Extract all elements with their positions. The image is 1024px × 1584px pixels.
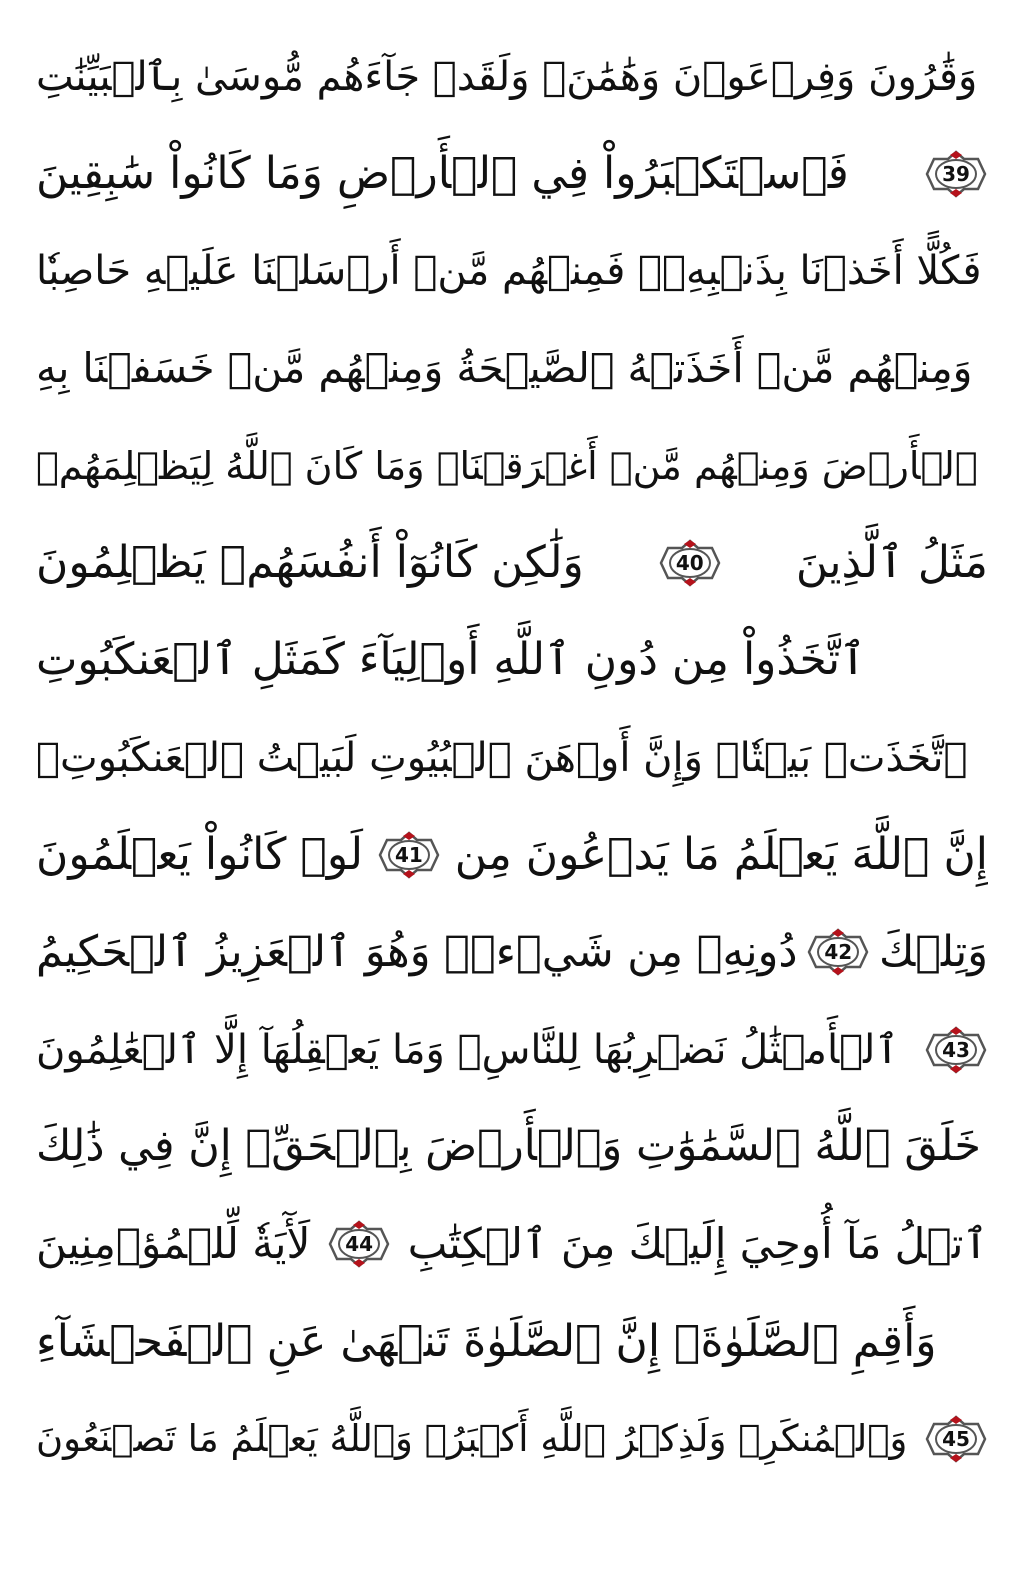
verse-text: فَكُلًّا أَخَذۡنَا بِذَنۢبِهِۦۖ فَمِنۡهُم مَّنۡ أَرۡسَلۡنَا عَلَيۡهِ حَاصِبٗا (36, 248, 982, 295)
verse-text: لَأٓيَةٗ لِّلۡمُؤۡمِنِينَ (36, 1219, 311, 1269)
ayah-number-marker (806, 927, 870, 977)
verse-line (36, 1390, 988, 1487)
ayah-number: 42 (824, 940, 853, 965)
verse-line (36, 1196, 988, 1293)
ayah-number-marker (327, 1219, 391, 1269)
verse-line (36, 1098, 988, 1195)
verse-text: وَمِنۡهُم مَّنۡ أَخَذَتۡهُ ٱلصَّيۡحَةُ وَمِنۡهُم مَّنۡ خَسَفۡنَا بِهِ (36, 344, 973, 393)
verse-text: ٱتۡلُ مَآ أُوحِيَ إِلَيۡكَ مِنَ ٱلۡكِتَٰبِ (407, 1219, 988, 1269)
verse-text: ٱتَّخَذَتۡ بَيۡتٗاۖ وَإِنَّ أَوۡهَنَ ٱلۡبُيُوتِ لَبَيۡتُ ٱلۡعَنكَبُوتِۚ (36, 734, 968, 781)
verse-line (36, 223, 988, 320)
verse-line (36, 904, 988, 1001)
verse-text: دُونِهِۦ مِن شَيۡءٖۚ وَهُوَ ٱلۡعَزِيزُ ٱلۡحَكِيمُ (36, 926, 798, 977)
verse-text: وَقَٰرُونَ وَفِرۡعَوۡنَ وَهَٰمَٰنَۖ وَلَقَدۡ جَآءَهُم مُّوسَىٰ بِٱلۡبَيِّنَٰتِ (36, 53, 978, 100)
verse-text: فَٱسۡتَكۡبَرُواْ فِي ٱلۡأَرۡضِ وَمَا كَانُواْ سَٰبِقِينَ (36, 147, 849, 199)
verse-text: ٱتَّخَذُواْ مِن دُونِ ٱللَّهِ أَوۡلِيَآءَ كَمَثَلِ ٱلۡعَنكَبُوتِ (36, 634, 866, 686)
ayah-number: 40 (675, 551, 704, 576)
ayah-number-marker (924, 149, 988, 199)
ayah-number: 43 (942, 1037, 970, 1062)
ayah-number: 39 (942, 161, 970, 186)
verse-text: إِنَّ ٱللَّهَ يَعۡلَمُ مَا يَدۡعُونَ مِن (454, 829, 988, 881)
verse-text: وَتِلۡكَ (878, 926, 988, 977)
ayah-number-marker (924, 1025, 988, 1075)
verse-line (36, 320, 988, 417)
verse-line (36, 28, 988, 125)
verse-text: خَلَقَ ٱللَّهُ ٱلسَّمَٰوَٰتِ وَٱلۡأَرۡضَ بِٱلۡحَقِّۚ إِنَّ فِي ذَٰلِكَ (36, 1121, 982, 1172)
verse-text: وَأَقِمِ ٱلصَّلَوٰةَۖ إِنَّ ٱلصَّلَوٰةَ تَنۡهَىٰ عَنِ ٱلۡفَحۡشَآءِ (36, 1315, 937, 1367)
verse-line (36, 709, 988, 806)
ayah-number-marker (924, 1414, 988, 1464)
ayah-number-marker (377, 830, 441, 880)
verse-line (36, 514, 988, 611)
verse-line (36, 417, 988, 514)
verse-text: ٱلۡأَمۡثَٰلُ نَضۡرِبُهَا لِلنَّاسِۖ وَمَا يَعۡقِلُهَآ إِلَّا ٱلۡعَٰلِمُونَ (36, 1026, 899, 1073)
verse-line (36, 612, 988, 709)
verse-text: وَلَٰكِن كَانُوٓاْ أَنفُسَهُمۡ يَظۡلِمُونَ (36, 537, 584, 589)
verse-text: وَٱلۡمُنكَرِۗ وَلَذِكۡرُ ٱللَّهِ أَكۡبَرُۗ وَٱللَّهُ يَعۡلَمُ مَا تَصۡنَعُونَ (36, 1417, 908, 1461)
verse-text: مَثَلُ ٱلَّذِينَ (795, 537, 988, 589)
ayah-number-marker (658, 538, 722, 588)
verse-text: ٱلۡأَرۡضَ وَمِنۡهُم مَّنۡ أَغۡرَقۡنَاۚ وَمَا كَانَ ٱللَّهُ لِيَظۡلِمَهُمۡ (36, 443, 978, 488)
ayah-number: 45 (942, 1426, 970, 1451)
verse-line (36, 806, 988, 903)
ayah-number: 41 (394, 843, 423, 868)
verse-text: لَوۡ كَانُواْ يَعۡلَمُونَ (36, 829, 363, 881)
verse-line (36, 125, 988, 222)
ayah-number: 44 (345, 1232, 374, 1257)
verse-line (36, 1293, 988, 1390)
verse-line (36, 1001, 988, 1098)
